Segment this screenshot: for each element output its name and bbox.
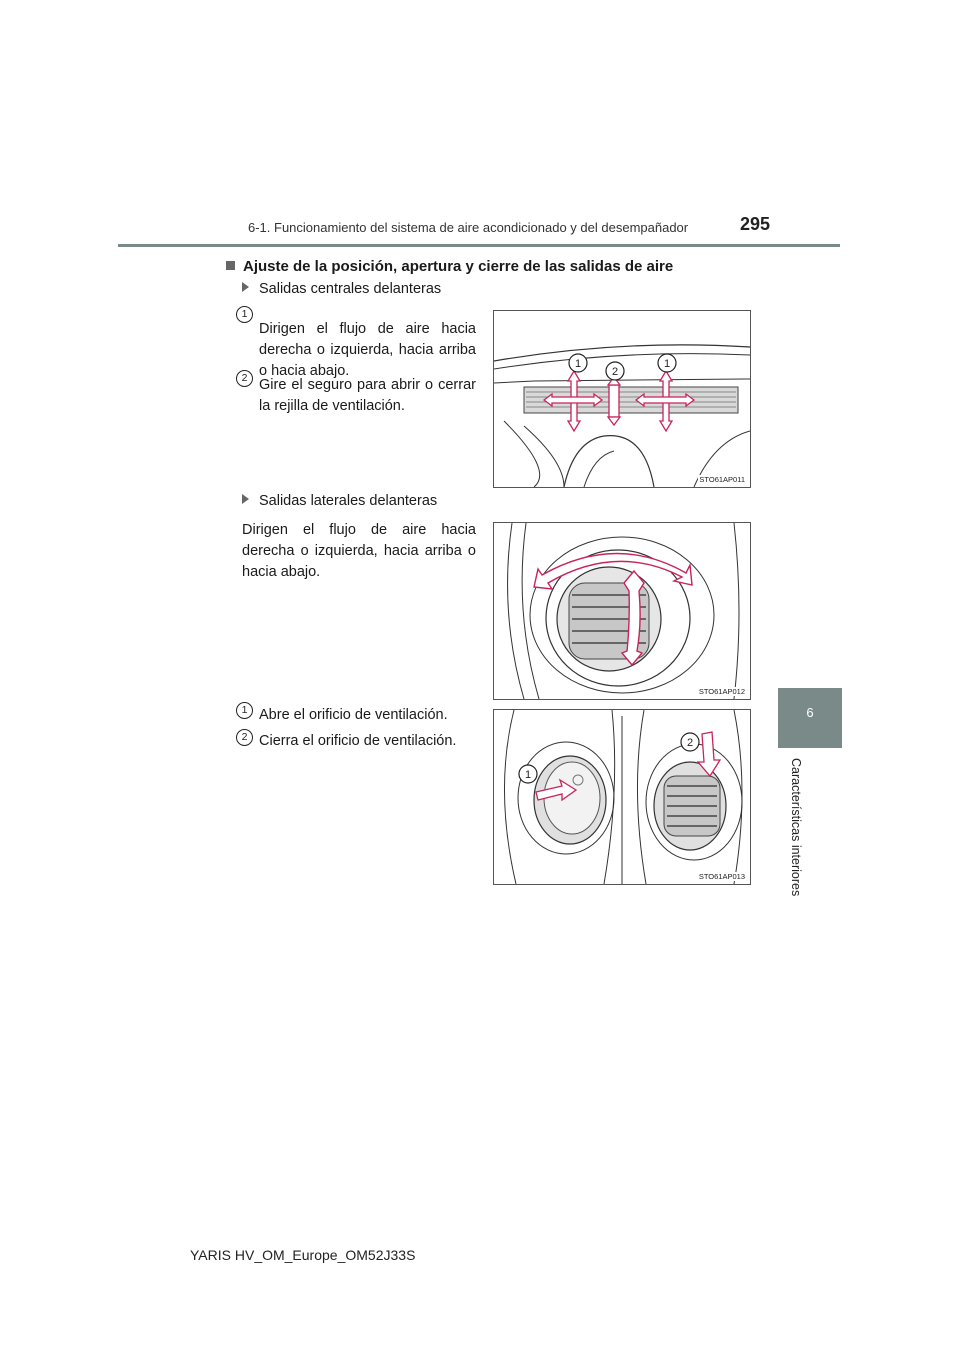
figure-callout: 1: [524, 769, 532, 781]
chapter-tab: [778, 688, 842, 748]
square-bullet-icon: [226, 261, 235, 270]
lateral-vents-text: Dirigen el flujo de aire hacia derecha o izquierda, hacia arriba o hacia abajo.: [242, 522, 476, 580]
chapter-number: 6: [806, 705, 814, 720]
central-vents-title: [242, 281, 441, 297]
page-number: 295: [740, 214, 771, 234]
figure-callout: 2: [686, 737, 694, 749]
figure-code: STO61AP011: [699, 475, 745, 484]
chapter-label-container: [789, 758, 807, 903]
central-vents-illustration: [494, 311, 750, 487]
central-step-1-text: Dirigen el flujo de aire hacia derecha o izquierda, hacia arriba o hacia abajo.: [259, 321, 476, 379]
header-rule: [118, 244, 840, 247]
central-vents-title-text: Salidas centrales delanteras: [259, 281, 442, 297]
section-heading-text: Ajuste de la posición, apertura y cierre de las salidas de aire: [243, 258, 674, 275]
figure-callout: 1: [663, 358, 671, 370]
figure-code: STO61AP013: [698, 872, 745, 881]
footer-doc-id: YARIS HV_OM_Europe_OM52J33S: [190, 1247, 416, 1263]
step-number-badge: 1: [236, 306, 253, 323]
lateral-vents-illustration: [494, 523, 750, 699]
figure-callout: 1: [574, 358, 582, 370]
lateral-vents-title: [242, 493, 437, 509]
triangle-bullet-icon: [242, 282, 249, 292]
header-title: 6-1. Funcionamiento del sistema de aire acondicionado y del desempañador: [248, 220, 689, 235]
step-number-badge: 2: [236, 729, 253, 746]
vent-step-2-text: Cierra el orificio de ventilación.: [259, 733, 457, 749]
lateral-vents-figure: [493, 522, 751, 700]
section-heading: [226, 258, 673, 275]
step-number-badge: 2: [236, 370, 253, 387]
lateral-vents-title-text: Salidas laterales delanteras: [259, 493, 438, 509]
figure-code: STO61AP012: [698, 687, 745, 696]
step-number-badge: 1: [236, 702, 253, 719]
central-vents-figure: [493, 310, 751, 488]
central-step-2-text: Gire el seguro para abrir o cerrar la rejilla de ventilación.: [259, 377, 476, 414]
vent-open-close-illustration: [494, 710, 750, 884]
chapter-label: Características interiores: [789, 758, 803, 897]
figure-callout: 2: [611, 366, 619, 378]
vent-step-1-text: Abre el orificio de ventilación.: [259, 707, 448, 723]
vent-open-close-figure: [493, 709, 751, 885]
triangle-bullet-icon: [242, 494, 249, 504]
